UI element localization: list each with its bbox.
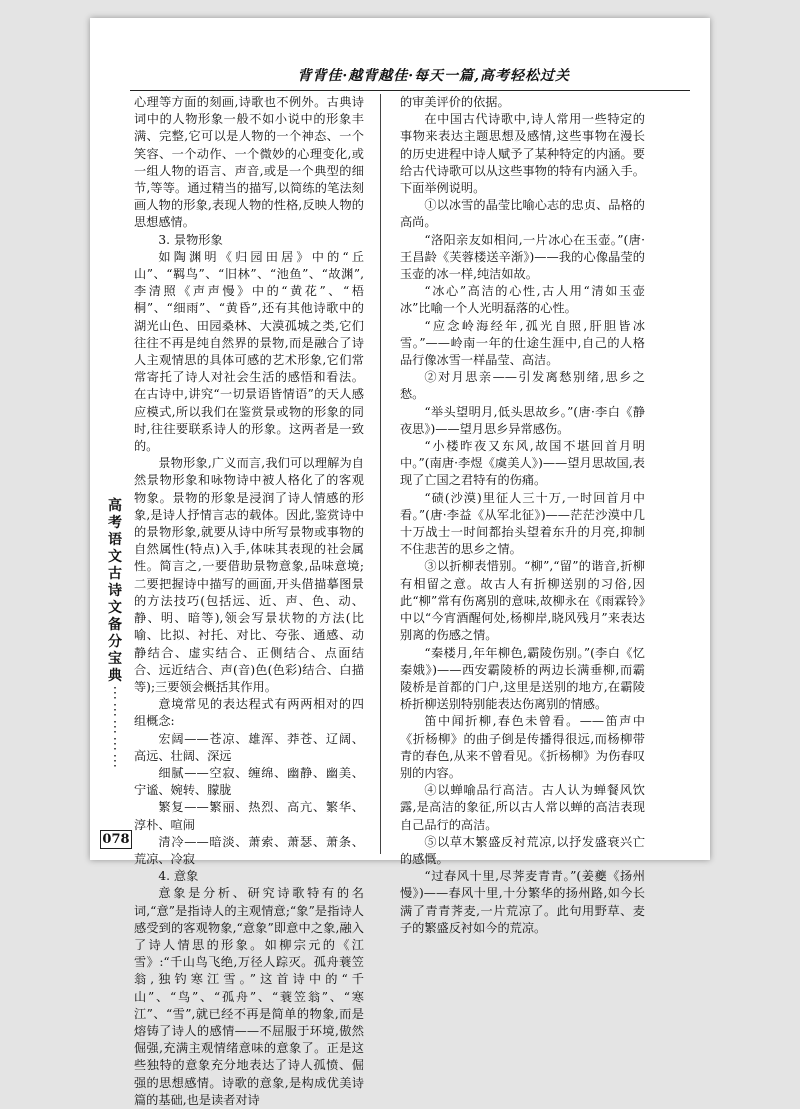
paragraph: 在中国古代诗歌中,诗人常用一些特定的事物来表达主题思想及感情,这些事物在漫长的历史进程中诗人赋予了某种特定的内涵。要给古代诗歌可以从这些事物的特有内涵入手。下面举例说明。 (400, 112, 645, 196)
right-column (400, 94, 645, 937)
left-column (134, 94, 364, 1109)
paragraph: 意象是分析、研究诗歌特有的名词,“意”是指诗人的主观情意;“象”是指诗人感受到的客观物象,“意象”即意中之象,融入了诗人情思的形象。如柳宗元的《江雪》:“千山鸟飞绝,万径人踪灭。孤舟蓑笠翁,独钓寒江雪。”这首诗中的“千山”、“鸟”、“孤舟”、“蓑笠翁”、“寒江”、“雪”,就已经不再是简单的物象,而是熔铸了诗人的感情——不屈服于环境,傲然倔强,充满主观情绪意味的意象了。正是这些独特的意象充分地表达了诗人孤愤、倔强的思想感情。诗歌的意象,是构成优美诗篇的基础,也是读者对诗 (134, 886, 364, 1107)
book-page (90, 18, 710, 1107)
paragraph: “洛阳亲友如相问,一片冰心在玉壶。”(唐·王昌龄《芙蓉楼送辛渐》)——我的心像晶莹的玉壶的冰一样,纯洁如故。 (400, 232, 645, 282)
paragraph: “碛(沙漠)里征人三十万,一时回首月中看。”(唐·李益《从军北征》)——茫茫沙漠中几十万战士一时间都抬头望着东升的月亮,抑制不住悲苦的思乡之情。 (400, 490, 645, 557)
side-dots: ⋮ ⋮ ⋮ ⋮ ⋮ (108, 685, 122, 769)
paragraph: “过春风十里,尽荠麦青青。”(姜夔《扬州慢》)——春风十里,十分繁华的扬州路,如今长满了青青荠麦,一片荒凉了。此句用野草、麦子的繁盛反衬如今的荒凉。 (400, 869, 645, 935)
paragraph: 意境常见的表达程式有两两相对的四组概念: (134, 697, 364, 729)
column-divider (380, 94, 381, 854)
paragraph: “举头望明月,低头思故乡。”(唐·李白《静夜思》)——望月思乡异常感伤。 (400, 404, 645, 436)
paragraph: 的审美评价的依据。 (400, 95, 510, 109)
paragraph: “应念岭海经年,孤光自照,肝胆皆冰雪。”——岭南一年的仕途生涯中,自己的人格品行像冰雪一样晶莹、高洁。 (400, 318, 645, 368)
paragraph: 细腻——空寂、缠绵、幽静、幽美、宁谧、婉转、朦胧 (134, 765, 364, 798)
page-number: 078 (100, 830, 132, 849)
paragraph: 宏阔——苍凉、雄浑、莽苍、辽阔、高远、壮阔、深远 (134, 731, 364, 763)
running-header (130, 60, 690, 91)
side-title (104, 498, 126, 770)
paragraph: 清冷——暗淡、萧索、萧瑟、萧条、荒凉、冷寂 (134, 834, 364, 866)
paragraph: “小楼昨夜又东风,故国不堪回首月明中。”(南唐·李煜《虞美人》)——望月思故国,表现了亡国之君特有的伤痛。 (400, 439, 645, 488)
paragraph: ②对月思亲——引发离愁别绪,思乡之愁。 (400, 370, 645, 402)
side-title-text: 高 考 语 文 古 诗 文 备 分 宝 典 (108, 498, 122, 684)
paragraph: 4. 意象 (158, 869, 199, 884)
paragraph: “秦楼月,年年柳色,霸陵伤别。”(李白《忆秦娥》)——西安霸陵桥的两边长满垂柳,而霸陵桥是首都的门户,这里是送别的地方,在霸陵桥折柳送别特别能表达伤离别的情感。 (400, 645, 645, 712)
paragraph: 心理等方面的刻画,诗歌也不例外。古典诗词中的人物形象一般不如小说中的形象丰满、完整,它可以是人物的一个神态、一个笑容、一个动作、一个微妙的心理变化,或一组人物的语言、声音,或是一个典型的细节,等等。通过精当的描写,以简练的笔法刻画人物的形象,表现人物的性格,反映人物的思想感情。 (134, 95, 364, 230)
paragraph: 笛中闻折柳,春色未曾看。——笛声中《折杨柳》的曲子倒是传播得很远,而杨柳带青的春色,从来不曾看见。《折杨柳》为伤春叹别的内容。 (400, 714, 645, 780)
paragraph: ⑤以草木繁盛反衬荒凉,以抒发盛衰兴亡的感慨。 (400, 834, 645, 866)
paragraph: “冰心”高洁的心性,古人用“清如玉壶冰”比喻一个人光明磊落的心性。 (400, 284, 645, 316)
paragraph: 景物形象,广义而言,我们可以理解为自然景物形象和咏物诗中被人格化了的客观物象。景物的形象是浸润了诗人情感的形象,是诗人抒情言志的载体。因此,鉴赏诗中的景物形象,就要从诗中所写景物或事物的自然属性(特点)入手,体味其表现的社会属性。简言之,一要借助景物意象,品味意境;二要把握诗中描写的画面,开头借描摹图景的方法技巧(包括远、近、声、色、动、静、明、暗等),领会写景状物的方法(比喻、比拟、衬托、对比、夸张、通感、动静结合、虚实结合、正侧结合、点面结合、远近结合、声(音)色(色彩)结合、白描等);三要领会概括其作用。 (134, 456, 364, 694)
paragraph: ③以折柳表惜别。“柳”,“留”的谐音,折柳有相留之意。故古人有折柳送别的习俗,因此“柳”常有伤离别的意味,故柳永在《雨霖铃》中以“今宵酒醒何处,杨柳岸,晓风残月”来表达别离的伤感之情。 (400, 559, 645, 643)
header-title: 背背佳·越背越佳·每天一篇,高考轻松过关 (297, 68, 570, 84)
paragraph: ①以冰雪的晶莹比喻心志的忠贞、品格的高尚。 (400, 198, 645, 230)
paragraph: 如陶渊明《归园田居》中的“丘山”、“羁鸟”、“旧林”、“池鱼”、“故渊”,李清照《声声慢》中的“黄花”、“梧桐”、“细雨”、“黄昏”,还有其他诗歌中的湖光山色、田园桑林、大漠孤城之类,它们往往不再是纯自然界的景物,而是融合了诗人主观情思的具体可感的艺术形象,它们常常寄托了诗人对社会生活的感悟和看法。在古诗中,讲究“一切景语皆情语”的天人感应模式,所以我们在鉴赏景或物的形象的同时,往往要联系诗人的形象。这两者是一致的。 (134, 249, 364, 454)
paragraph: 3. 景物形象 (158, 232, 223, 247)
paragraph: ④以蝉喻品行高洁。古人认为蝉餐风饮露,是高洁的象征,所以古人常以蝉的高洁表现自己品行的高洁。 (400, 783, 645, 832)
paragraph: 繁复——繁丽、热烈、高亢、繁华、淳朴、喧闹 (134, 800, 364, 832)
